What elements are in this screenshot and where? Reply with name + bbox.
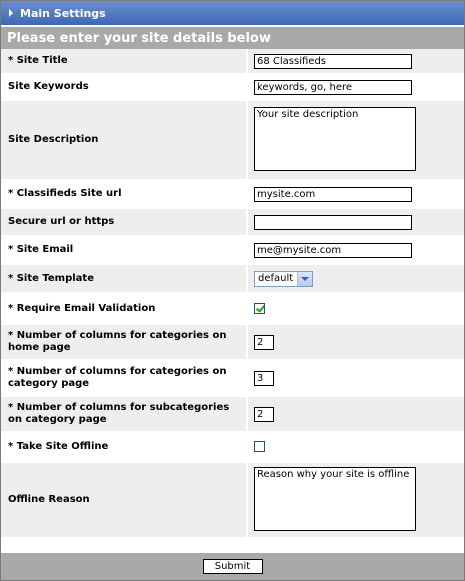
site-template-value: default: [258, 273, 294, 284]
cols-subcategory-label: * Number of columns for subcategories on category page: [1, 397, 248, 433]
panel-title-bar[interactable]: [1, 1, 464, 27]
secure-url-label: Secure url or https: [1, 209, 248, 237]
site-email-label: * Site Email: [1, 237, 248, 265]
chevron-down-icon: [301, 277, 309, 281]
require-email-validation-label: * Require Email Validation: [1, 294, 248, 325]
panel-title: Main Settings: [20, 6, 106, 20]
dropdown-button[interactable]: [297, 272, 312, 286]
take-offline-label: * Take Site Offline: [1, 433, 248, 463]
site-description-textarea[interactable]: [254, 107, 416, 171]
site-template-select[interactable]: [254, 271, 313, 287]
require-email-validation-checkbox[interactable]: [254, 303, 265, 314]
site-keywords-label: Site Keywords: [1, 75, 248, 101]
site-title-input[interactable]: [254, 54, 412, 69]
offline-reason-label: Offline Reason: [1, 463, 248, 539]
form-footer: [1, 553, 464, 580]
settings-form: [1, 49, 464, 539]
site-description-label: Site Description: [1, 101, 248, 181]
site-title-label: * Site Title: [1, 49, 248, 75]
cols-category-input[interactable]: [254, 371, 274, 386]
cols-home-input[interactable]: [254, 335, 274, 350]
cols-subcategory-input[interactable]: [254, 407, 274, 422]
secure-url-input[interactable]: [254, 215, 412, 230]
site-email-input[interactable]: [254, 243, 412, 258]
take-offline-checkbox[interactable]: [254, 441, 265, 452]
cols-home-label: * Number of columns for categories on home page: [1, 325, 248, 361]
arrow-right-icon: [9, 9, 13, 17]
site-template-label: * Site Template: [1, 265, 248, 294]
section-heading: Please enter your site details below: [1, 27, 464, 49]
offline-reason-textarea[interactable]: [254, 467, 416, 531]
site-keywords-input[interactable]: [254, 80, 412, 95]
cols-category-label: * Number of columns for categories on category page: [1, 361, 248, 397]
submit-button[interactable]: Submit: [203, 559, 263, 574]
classifieds-url-label: * Classifieds Site url: [1, 181, 248, 209]
classifieds-url-input[interactable]: [254, 187, 412, 202]
